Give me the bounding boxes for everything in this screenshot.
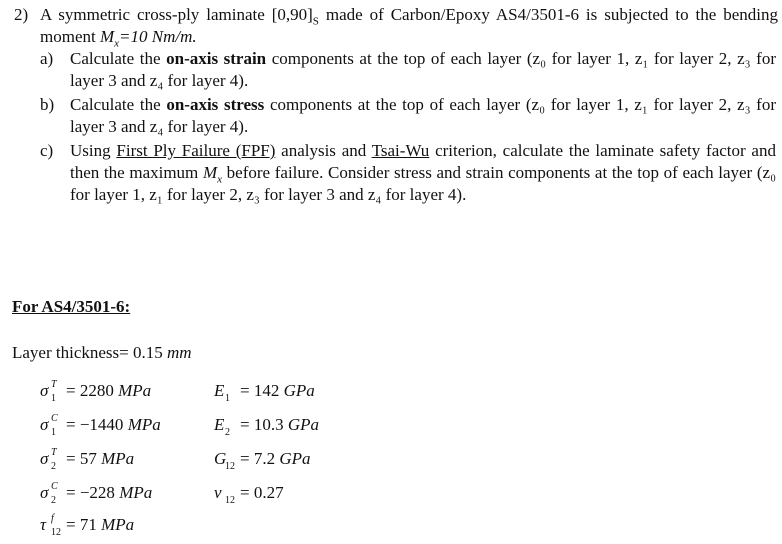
intro-text-b: made of Carbon/Epoxy AS4/3501-6 is subjected to the bending moment [40, 5, 778, 46]
layer-thickness-label: Layer thickness= 0.15 [12, 343, 167, 362]
modulus-value: = 10.3 [240, 415, 288, 434]
strength-symbol [40, 447, 57, 472]
strength-value: = −228 [66, 483, 120, 502]
fpf-term: First Ply Failure (FPF) [116, 141, 276, 160]
sym-sub: 1 [51, 427, 56, 438]
strength-row [40, 482, 152, 508]
sym-sub: 2 [51, 495, 56, 506]
sym-char: σ [40, 415, 49, 434]
sym-char: E [214, 381, 225, 400]
tsai-wu-term: Tsai-Wu [371, 141, 430, 160]
sym-sub: 12 [225, 495, 235, 506]
sym-sub: 12 [51, 527, 61, 538]
part-a-lead: Calculate the [70, 49, 167, 68]
sym-sup: T [51, 447, 57, 458]
part-b-bold: on-axis stress [166, 95, 265, 114]
sym-sup: C [51, 413, 58, 424]
modulus-unit: GPa [287, 415, 320, 434]
strength-symbol [40, 481, 58, 506]
question-intro [40, 4, 778, 48]
part-c-mid: analysis and [275, 141, 372, 160]
strength-unit: MPa [119, 483, 153, 502]
layer-thickness [12, 342, 192, 364]
intro-subscript: S [312, 15, 319, 28]
strength-row [40, 514, 134, 540]
sym-char: E [214, 415, 225, 434]
modulus-unit: GPa [279, 449, 311, 468]
modulus-value: = 142 [240, 381, 284, 400]
modulus-row [214, 448, 311, 474]
part-a-text [70, 48, 776, 92]
strength-value: = 57 [66, 449, 102, 468]
modulus-symbol [214, 414, 230, 438]
strength-value: = −1440 [66, 415, 128, 434]
strength-symbol [40, 513, 61, 538]
sym-sub: 12 [225, 461, 235, 472]
question-number: 2) [14, 5, 29, 24]
sym-char: σ [40, 381, 49, 400]
part-letter: c) [40, 141, 54, 160]
sym-char: τ [40, 515, 47, 534]
moment-value: =10 Nm/m. [119, 27, 197, 46]
strength-value: = 71 [66, 515, 102, 534]
strength-symbol [40, 379, 57, 404]
strength-symbol [40, 413, 58, 438]
sym-char: σ [40, 483, 49, 502]
layer-thickness-unit: mm [167, 343, 192, 362]
modulus-value: = 7.2 [240, 449, 280, 468]
part-letter: a) [40, 49, 54, 68]
modulus-symbol [214, 380, 230, 404]
sym-sup: f [51, 513, 54, 524]
part-a-tail: components at the top of each layer (z₀ for layer 1, z₁ for layer 2, z₃ for layer 3 and z₄ for layer 4). [70, 49, 776, 90]
moment-subscript: x [114, 37, 120, 50]
strength-value: = 2280 [66, 381, 119, 400]
modulus-row [214, 414, 319, 440]
moment-subscript: x [217, 173, 223, 186]
part-c-lead: Using [70, 141, 117, 160]
part-c-mid2: criterion, calculate the laminate safety factor and then the maximum [70, 141, 776, 182]
strength-unit: MPa [101, 515, 135, 534]
sym-sub: 2 [51, 461, 56, 472]
material-title: For AS4/3501-6: [12, 297, 131, 316]
part-a-bold: on-axis strain [166, 49, 267, 68]
part-b-lead: Calculate the [70, 95, 167, 114]
moment-symbol: M [99, 27, 115, 46]
sym-char: ν [214, 483, 222, 502]
moment-symbol: M [202, 163, 218, 182]
part-b-tail: components at the top of each layer (z₀ for layer 1, z₁ for layer 2, z₃ for layer 3 and z₄ for layer 4). [70, 95, 777, 136]
part-b-text [70, 94, 776, 138]
part-letter: b) [40, 95, 55, 114]
part-c-tail: before failure. Consider stress and strain components at the top of each layer (z₀ for layer 1, z₁ for layer 2, z₃ for layer 3 and z₄ for layer 4). [70, 163, 776, 204]
sym-sub: 2 [225, 427, 230, 438]
sym-sup: T [51, 379, 57, 390]
sym-char: G [214, 449, 227, 468]
modulus-value: = 0.27 [240, 483, 284, 502]
sym-char: σ [40, 449, 49, 468]
modulus-unit: GPa [283, 381, 315, 400]
strength-unit: MPa [127, 415, 161, 434]
sym-sub: 1 [225, 393, 230, 404]
strength-unit: MPa [101, 449, 135, 468]
sym-sub: 1 [51, 393, 56, 404]
modulus-row [214, 482, 284, 508]
sym-sup: C [51, 481, 58, 492]
strength-row [40, 380, 151, 406]
modulus-row [214, 380, 315, 406]
modulus-symbol [214, 448, 235, 472]
strength-row [40, 414, 161, 440]
modulus-symbol [214, 482, 235, 506]
strength-row [40, 448, 134, 474]
part-c-text [70, 140, 776, 206]
intro-text-a: A symmetric cross-ply laminate [0,90] [40, 5, 313, 24]
strength-unit: MPa [118, 381, 152, 400]
